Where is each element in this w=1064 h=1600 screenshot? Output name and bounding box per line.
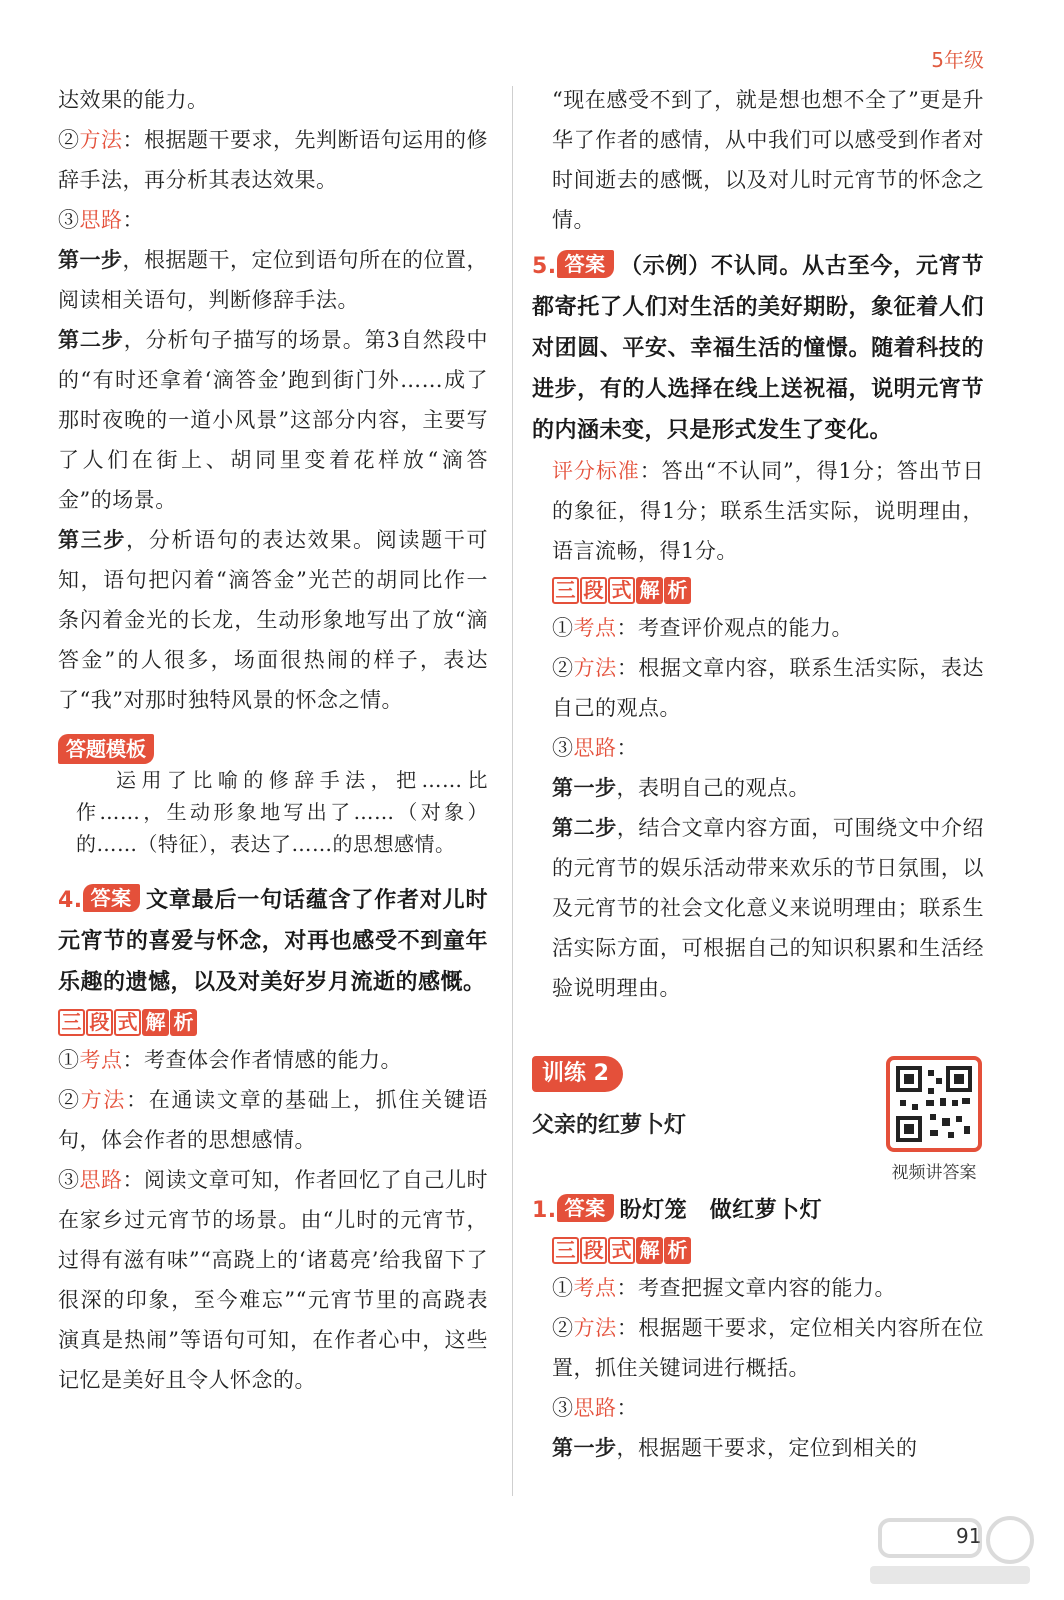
q1-answer-paragraph (532, 1190, 984, 1231)
analysis-char-1: 三 (552, 577, 579, 604)
training-tag: 训练 2 (532, 1056, 623, 1092)
q5-idea-paragraph (552, 728, 984, 768)
q5-step2-text: ，结合文章内容方面，可围绕文中介绍的元宵节的娱乐活动带来欢乐的节日氛围，以及元宵节的社会文化意义来说明理由；联系生活实际方面，可根据自己的知识积累和生活经验说明理由。 (552, 816, 985, 1000)
q5-step2-paragraph (552, 808, 984, 1008)
q1-analysis-tag (552, 1237, 691, 1264)
method-paragraph (58, 120, 488, 200)
method-prefix: ② (58, 128, 80, 152)
analysis-char-2: 段 (86, 1009, 113, 1036)
q5-method-paragraph (552, 648, 984, 728)
analysis-char-3: 式 (608, 1237, 635, 1264)
step3-paragraph (58, 520, 488, 720)
q5-point-prefix: ① (552, 616, 574, 640)
q4-point-paragraph (58, 1040, 488, 1080)
step1-text: ，根据题干，定位到语句所在的位置，阅读相关语句，判断修辞手法。 (58, 248, 488, 312)
q5-analysis-body (532, 608, 984, 1008)
answer-template-content: 运用了比喻的修辞手法，把……比作……，生动形象地写出了……（对象）的……（特征），表达了……的思想感情。 (76, 768, 488, 856)
q1-step1-text: ，根据题干要求，定位到相关的 (616, 1436, 918, 1460)
analysis-char-5: 析 (664, 1237, 691, 1264)
analysis-char-2: 段 (580, 577, 607, 604)
intro-line: 达效果的能力。 (58, 88, 209, 112)
analysis-char-4: 解 (636, 577, 663, 604)
q1-method-label: 方法 (573, 1316, 617, 1340)
step1-label: 第一步 (58, 248, 123, 272)
analysis-char-2: 段 (580, 1237, 607, 1264)
q1-idea-label: 思路 (573, 1396, 617, 1420)
q5-idea-colon: ： (616, 736, 638, 760)
analysis-char-3: 式 (608, 577, 635, 604)
analysis-char-4: 解 (142, 1009, 169, 1036)
q1-method-paragraph (552, 1308, 984, 1388)
score-label: 评分标准 (552, 459, 640, 483)
analysis-char-1: 三 (58, 1009, 85, 1036)
analysis-char-5: 析 (170, 1009, 197, 1036)
right-column (532, 80, 984, 1468)
article-title: 父亲的红萝卜灯 (532, 1113, 687, 1138)
q1-point-prefix: ① (552, 1276, 574, 1300)
score-text: ：答出“不认同”，得1分；答出节日的象征，得1分；联系生活实际，说明理由，语言流畅，得1分。 (552, 459, 984, 563)
q5-idea-label: 思路 (573, 736, 617, 760)
q4-idea-paragraph (58, 1160, 488, 1400)
q5-step1-label: 第一步 (552, 776, 617, 800)
q5-method-text: ：根据文章内容，联系生活实际，表达自己的观点。 (552, 656, 985, 720)
q4-method-prefix: ② (58, 1088, 81, 1112)
q4-answer-tag: 答案 (83, 884, 140, 912)
q5-point-paragraph (552, 608, 984, 648)
q1-analysis-body (532, 1268, 984, 1468)
q4-point-label: 考点 (79, 1048, 123, 1072)
q4-idea-label: 思路 (79, 1168, 123, 1192)
grade-label: 5年级 (931, 48, 984, 72)
q5-answer-text: （示例）不认同。从古至今，元宵节都寄托了人们对生活的美好期盼，象征着人们对团圆、平安、幸福生活的憧憬。随着科技的进步，有的人选择在线上送祝福，说明元宵节的内涵未变，只是形式发生了变化。 (532, 254, 984, 443)
column-divider (512, 86, 513, 1496)
q5-method-prefix: ② (552, 656, 574, 680)
q4-point-text: ：考查体会作者情感的能力。 (122, 1048, 402, 1072)
step2-paragraph (58, 320, 488, 520)
q4-answer-paragraph (58, 880, 488, 1003)
score-paragraph (532, 451, 984, 571)
q5-answer-paragraph (532, 246, 984, 451)
q1-idea-prefix: ③ (552, 1396, 574, 1420)
q5-step2-label: 第二步 (552, 816, 617, 840)
qr-label: 视频讲答案 (891, 1163, 977, 1183)
analysis-char-4: 解 (636, 1237, 663, 1264)
q1-idea-colon: ： (616, 1396, 638, 1420)
q4-method-text: ：在通读文章的基础上，抓住关键语句，体会作者的思想感情。 (58, 1088, 489, 1152)
training-header (532, 1056, 984, 1186)
idea-prefix: ③ (58, 208, 80, 232)
q5-method-label: 方法 (573, 656, 617, 680)
q4-number: 4. (58, 888, 83, 913)
idea-label: 思路 (79, 208, 123, 232)
step3-text: ，分析语句的表达效果。阅读题干可知，语句把闪着“滴答金”光芒的胡同比作一条闪着金光的长龙，生动形象地写出了放“滴答金”的人很多，场面很热闹的样子，表达了“我”对那时独特风景的怀念之情。 (58, 528, 489, 712)
q5-idea-prefix: ③ (552, 736, 574, 760)
q4-answer-text: 文章最后一句话蕴含了作者对儿时元宵节的喜爱与怀念，对再也感受不到童年乐趣的遗憾，以及对美好岁月流逝的感慨。 (58, 888, 488, 995)
q4-point-prefix: ① (58, 1048, 80, 1072)
step2-label: 第二步 (58, 328, 124, 352)
q1-idea-paragraph (552, 1388, 984, 1428)
q1-point-paragraph (552, 1268, 984, 1308)
q1-point-text: ：考查把握文章内容的能力。 (616, 1276, 896, 1300)
q1-method-prefix: ② (552, 1316, 574, 1340)
continuation-paragraph: “现在感受不到了，就是想也想不全了”更是升华了作者的感情，从中我们可以感受到作者对时间逝去的感慨，以及对儿时元宵节的怀念之情。 (552, 88, 984, 232)
analysis-char-3: 式 (114, 1009, 141, 1036)
step1-paragraph (58, 240, 488, 320)
q1-point-label: 考点 (573, 1276, 617, 1300)
qr-block[interactable] (884, 1056, 984, 1183)
step3-label: 第三步 (58, 528, 127, 552)
q1-number: 1. (532, 1198, 557, 1223)
q4-idea-text: ：阅读文章可知，作者回忆了自己儿时在家乡过元宵节的场景。由“儿时的元宵节，过得有滋有味”“高跷上的‘诸葛亮’给我留下了很深的印象，至今难忘”“元宵节里的高跷表演真是热闹”等语句可知，在作者心中，这些记忆是美好且令人怀念的。 (58, 1168, 488, 1392)
answer-template-box (58, 734, 488, 860)
q4-idea-prefix: ③ (58, 1168, 80, 1192)
qr-code-icon[interactable] (886, 1056, 982, 1152)
q1-answer-text: 盼灯笼 做红萝卜灯 (619, 1198, 823, 1223)
analysis-char-5: 析 (664, 577, 691, 604)
step2-text: ，分析句子描写的场景。第3自然段中的“有时还拿着‘滴答金’跑到街门外……成了那时夜晚的一道小风景”这部分内容，主要写了人们在街上、胡同里变着花样放“滴答金”的场景。 (58, 328, 489, 512)
q5-number: 5. (532, 254, 557, 279)
q5-point-label: 考点 (573, 616, 617, 640)
left-column (58, 80, 488, 1400)
idea-colon: ： (122, 208, 144, 232)
q5-step1-text: ，表明自己的观点。 (616, 776, 810, 800)
q5-point-text: ：考查评价观点的能力。 (616, 616, 853, 640)
q1-step1-label: 第一步 (552, 1436, 617, 1460)
method-text: ：根据题干要求，先判断语句运用的修辞手法，再分析其表达效果。 (58, 128, 488, 192)
page-number: 91 (956, 1524, 982, 1548)
answer-template-text (76, 764, 488, 860)
q1-step1-paragraph (552, 1428, 984, 1468)
analysis-char-1: 三 (552, 1237, 579, 1264)
watermark-logo-icon (860, 1510, 1040, 1590)
q5-answer-tag: 答案 (557, 250, 614, 278)
q4-method-paragraph (58, 1080, 488, 1160)
idea-paragraph (58, 200, 488, 240)
answer-template-tag: 答题模板 (58, 734, 154, 764)
q5-step1-paragraph (552, 768, 984, 808)
q4-analysis-tag (58, 1009, 197, 1036)
q5-analysis-tag (552, 577, 691, 604)
q1-method-text: ：根据题干要求，定位相关内容所在位置，抓住关键词进行概括。 (552, 1316, 985, 1380)
method-label: 方法 (79, 128, 123, 152)
q4-method-label: 方法 (80, 1088, 127, 1112)
q1-answer-tag: 答案 (557, 1194, 614, 1222)
